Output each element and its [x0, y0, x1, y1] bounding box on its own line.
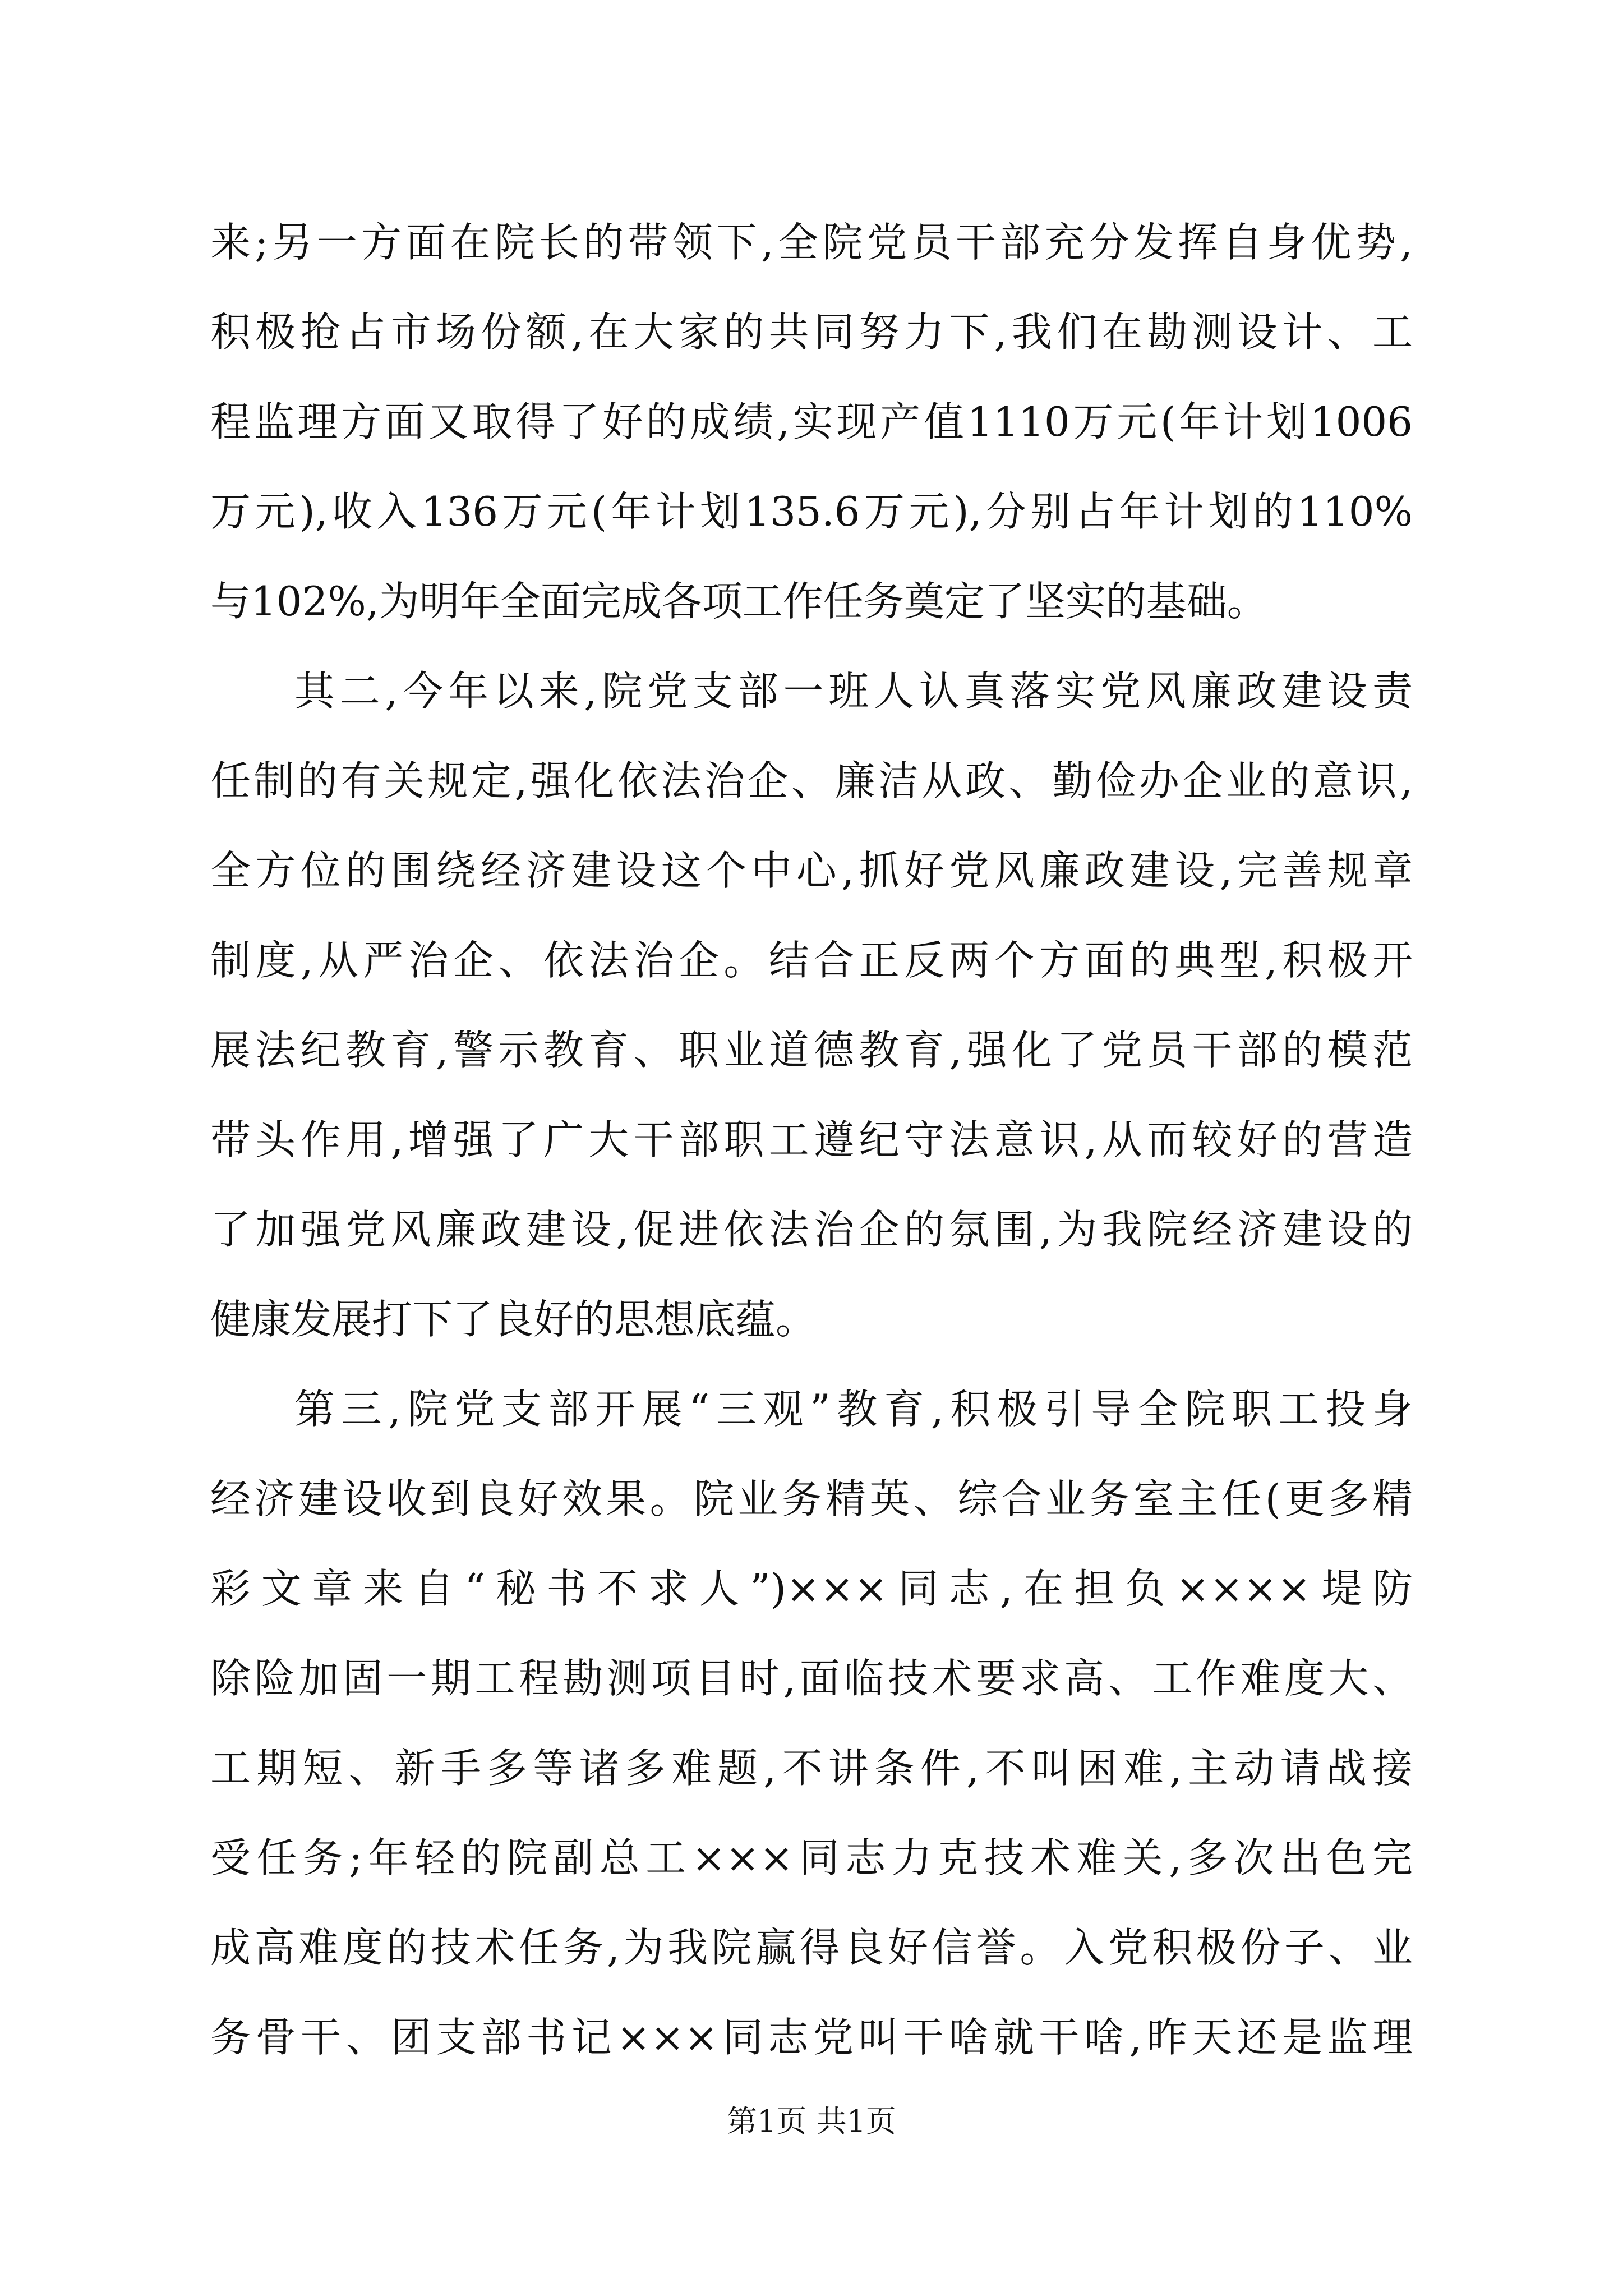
- paragraph-first-line: 其二,今年以来,院党支部一班人认真落实党风廉政建设责: [294, 668, 1413, 715]
- text-line: 彩文章来自“秘书不求人”)×××同志,在担负××××堤防: [210, 1565, 1413, 1612]
- text-line: 务骨干、团支部书记×××同志党叫干啥就干啥,昨天还是监理: [210, 2014, 1413, 2061]
- text-line: 制度,从严治企、依法治企。结合正反两个方面的典型,积极开: [210, 937, 1413, 984]
- text-line: 程监理方面又取得了好的成绩,实现产值1110万元(年计划1006: [210, 398, 1413, 445]
- text-line: 成高难度的技术任务,为我院赢得良好信誉。入党积极份子、业: [210, 1924, 1413, 1971]
- text-line: 与102%,为明年全面完成各项工作任务奠定了坚实的基础。: [210, 578, 1267, 625]
- text-line: 工期短、新手多等诸多难题,不讲条件,不叫困难,主动请战接: [210, 1745, 1413, 1792]
- text-line: 展法纪教育,警示教育、职业道德教育,强化了党员干部的模范: [210, 1027, 1413, 1074]
- text-line: 积极抢占市场份额,在大家的共同努力下,我们在勘测设计、工: [210, 309, 1413, 356]
- text-line: 带头作用,增强了广大干部职工遵纪守法意识,从而较好的营造: [210, 1116, 1413, 1163]
- text-line: 万元),收入136万元(年计划135.6万元),分别占年计划的110%: [210, 488, 1413, 535]
- text-line: 了加强党风廉政建设,促进依法治企的氛围,为我院经济建设的: [210, 1206, 1413, 1253]
- page-footer: [0, 2099, 1623, 2144]
- text-line: 全方位的围绕经济建设这个中心,抓好党风廉政建设,完善规章: [210, 847, 1413, 894]
- text-line: 健康发展打下了良好的思想底蕴。: [210, 1296, 817, 1343]
- text-line: 除险加固一期工程勘测项目时,面临技术要求高、工作难度大、: [210, 1655, 1413, 1702]
- text-line: 任制的有关规定,强化依法治企、廉洁从政、勤俭办企业的意识,: [210, 757, 1413, 804]
- text-line: 来;另一方面在院长的带领下,全院党员干部充分发挥自身优势,: [210, 219, 1413, 266]
- paragraph-first-line: 第三,院党支部开展“三观”教育,积极引导全院职工投身: [294, 1386, 1413, 1433]
- page-number-label: 第1页 共1页: [727, 2104, 896, 2139]
- text-line: 受任务;年轻的院副总工×××同志力克技术难关,多次出色完: [210, 1834, 1413, 1881]
- text-line: 经济建设收到良好效果。院业务精英、综合业务室主任(更多精: [210, 1475, 1413, 1522]
